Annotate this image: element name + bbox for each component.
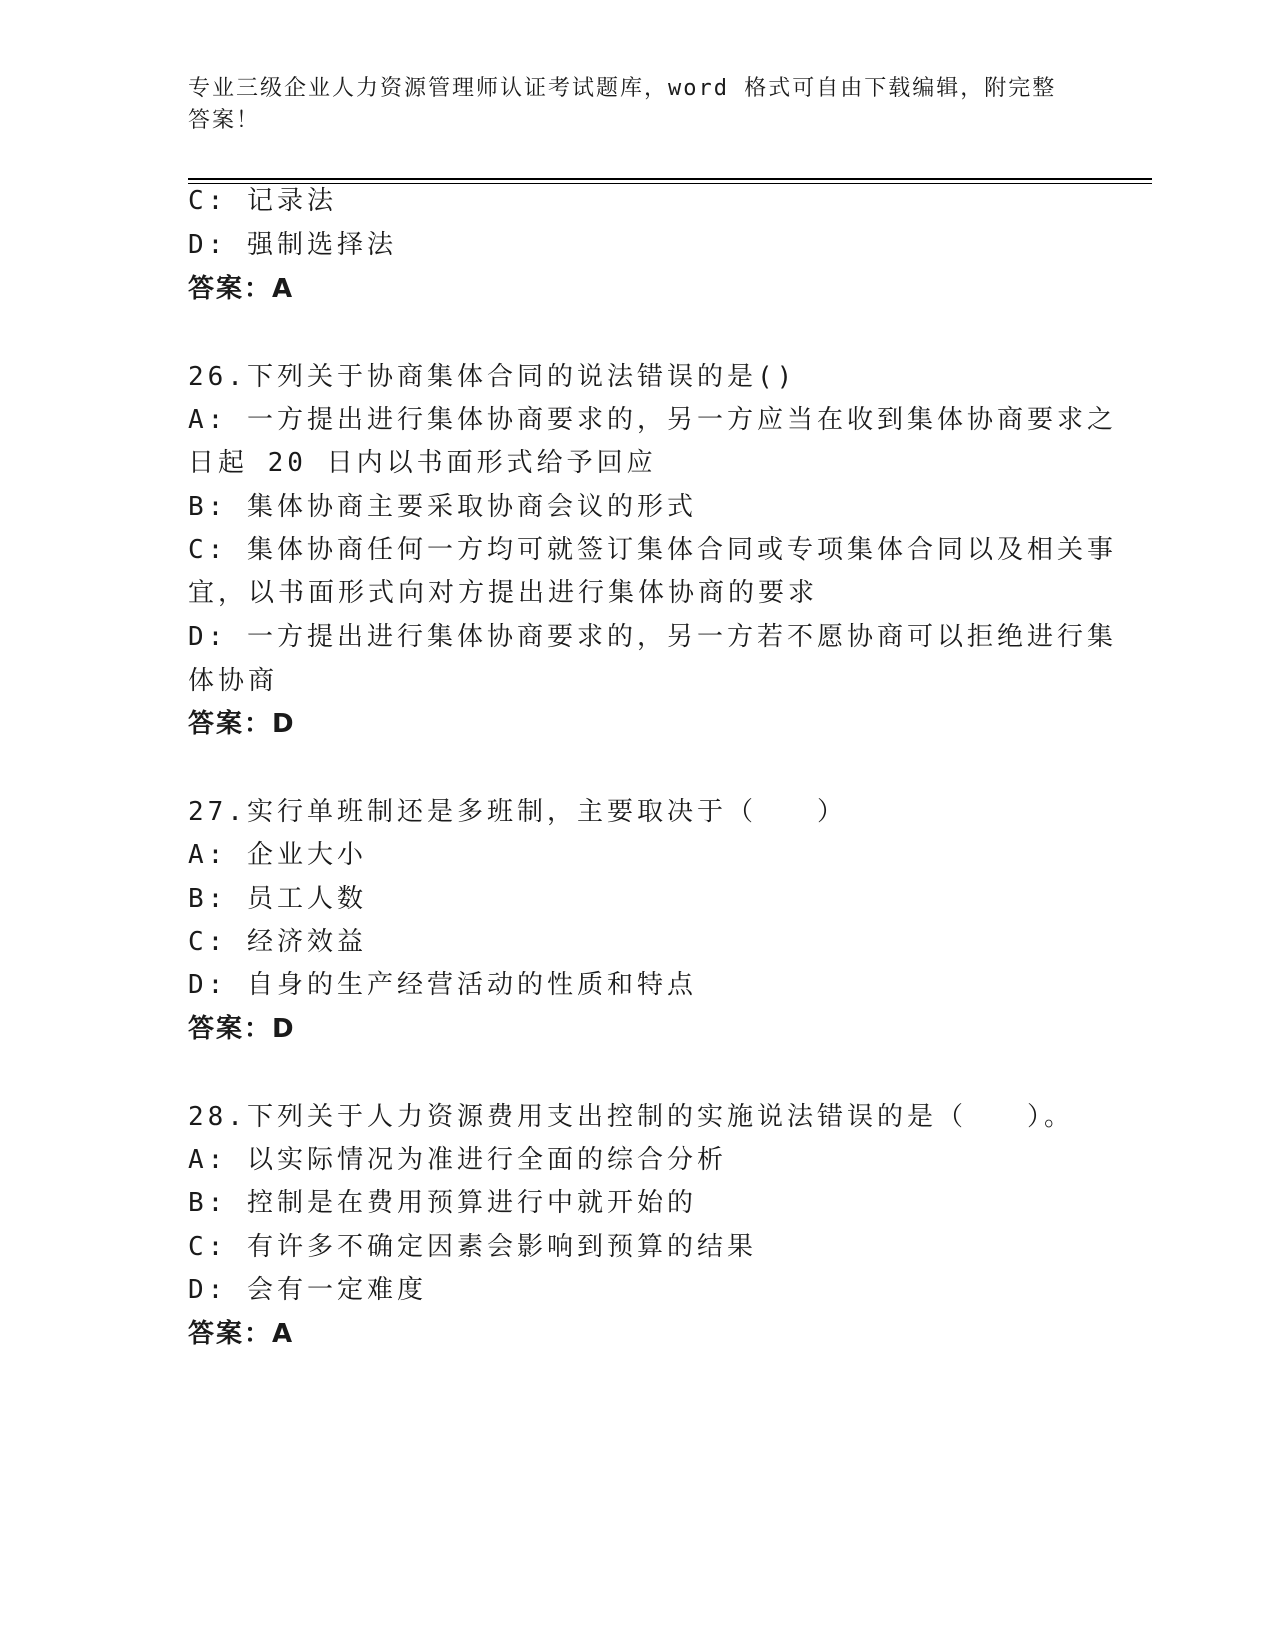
q28-answer: 答案：A (188, 1319, 295, 1349)
q26-option-a-line1: A: 一方提出进行集体协商要求的，另一方应当在收到集体协商要求之 (188, 405, 1117, 435)
q26-option-d-line1: D: 一方提出进行集体协商要求的，另一方若不愿协商可以拒绝进行集 (188, 622, 1117, 652)
q28-option-a: A: 以实际情况为准进行全面的综合分析 (188, 1145, 727, 1175)
answer-line: 答案：A (188, 274, 295, 304)
q27-option-b: B: 员工人数 (188, 884, 367, 914)
q27-answer: 答案：D (188, 1014, 296, 1044)
document-header: 专业三级企业人力资源管理师认证考试题库，word 格式可自由下载编辑，附完整答案！ (188, 76, 1057, 133)
option-c: C: 记录法 (188, 186, 337, 216)
q26-answer: 答案：D (188, 709, 296, 739)
question-27: 27.实行单班制还是多班制，主要取决于（ ） (188, 797, 847, 827)
q26-option-d-line2: 体协商 (188, 666, 279, 696)
q28-option-b: B: 控制是在费用预算进行中就开始的 (188, 1188, 697, 1218)
q27-option-c: C: 经济效益 (188, 927, 367, 957)
q27-option-a: A: 企业大小 (188, 840, 367, 870)
header-divider-thick (188, 178, 1152, 180)
q26-option-b: B: 集体协商主要采取协商会议的形式 (188, 492, 697, 522)
q26-option-a-line2: 日起 20 日内以书面形式给予回应 (188, 448, 657, 478)
q28-option-c: C: 有许多不确定因素会影响到预算的结果 (188, 1232, 757, 1262)
q28-option-d: D: 会有一定难度 (188, 1275, 427, 1305)
option-d: D: 强制选择法 (188, 230, 397, 260)
question-28: 28.下列关于人力资源费用支出控制的实施说法错误的是（ ）。 (188, 1102, 1074, 1132)
question-26: 26.下列关于协商集体合同的说法错误的是() (188, 362, 797, 392)
q26-option-c-line1: C: 集体协商任何一方均可就签订集体合同或专项集体合同以及相关事 (188, 535, 1117, 565)
q27-option-d: D: 自身的生产经营活动的性质和特点 (188, 970, 697, 1000)
q26-option-c-line2: 宜，以书面形式向对方提出进行集体协商的要求 (188, 578, 819, 608)
